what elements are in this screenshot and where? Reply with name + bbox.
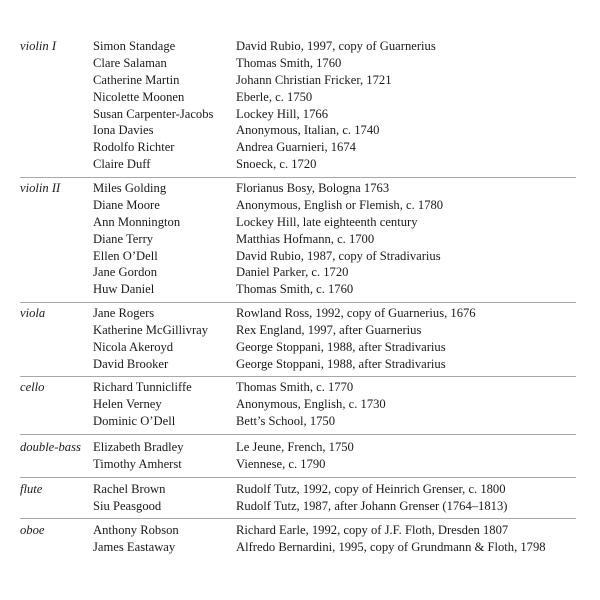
instrument-description: Bett’s School, 1750 [236,413,336,428]
instrument-description: Eberle, c. 1750 [236,89,313,104]
instrument-description: Lockey Hill, late eighteenth century [236,214,418,229]
player-name: Huw Daniel [93,282,155,297]
instrument-description: Daniel Parker, c. 1720 [236,265,349,280]
table-row [0,281,600,298]
player-name: Anthony Robson [93,523,179,537]
instrument-description: Anonymous, Italian, c. 1740 [236,123,380,138]
player-name: Jane Rogers [93,306,155,320]
player-name: Timothy Amherst [93,456,182,471]
instrument-description: Thomas Smith, 1760 [236,55,342,70]
section-label: violin I [20,39,57,53]
section-label: violin II [20,181,61,195]
instrument-description: George Stoppani, 1988, after Stradivarius [236,356,446,371]
player-name: Clare Salaman [93,55,167,70]
table-row [0,197,600,214]
section-violin-2 [0,180,600,298]
player-name: James Eastaway [93,539,176,554]
table-row [0,379,600,396]
instrument-description: Johann Christian Fricker, 1721 [236,72,392,87]
section-oboe [0,522,600,556]
section-label: viola [20,306,46,320]
player-name: Ann Monnington [93,214,181,229]
table-row [0,305,600,322]
section-flute [0,481,600,515]
table-row [0,72,600,89]
player-name: Iona Davies [93,123,154,138]
section-viola [0,305,600,373]
player-name: Ellen O’Dell [93,248,158,263]
instrument-description: Rex England, 1997, after Guarnerius [236,322,422,337]
player-name: Nicola Akeroyd [93,339,174,354]
table-row [0,139,600,156]
player-name: Dominic O’Dell [93,413,176,428]
section-divider [20,477,576,478]
table-row [0,180,600,197]
player-name: Siu Peasgood [93,498,162,513]
section-label: cello [20,380,45,394]
instrument-description: Viennese, c. 1790 [236,456,326,471]
table-row [0,356,600,373]
table-row [0,55,600,72]
section-violin-1 [0,38,600,173]
player-name: Susan Carpenter-Jacobs [93,106,214,121]
table-row [0,339,600,356]
table-row [0,498,600,515]
instrument-description: Alfredo Bernardini, 1995, copy of Grundmann & Floth, 1798 [236,539,546,554]
section-divider [20,302,576,303]
instrument-description: Snoeck, c. 1720 [236,157,317,172]
table-row [0,106,600,123]
section-divider [20,518,576,519]
player-name: Simon Standage [93,39,176,53]
instrument-description: George Stoppani, 1988, after Stradivarius [236,339,446,354]
instrument-description: David Rubio, 1997, copy of Guarnerius [236,39,436,53]
instrument-description: Anonymous, English or Flemish, c. 1780 [236,197,444,212]
player-name: Diane Terry [93,231,154,246]
player-name: Miles Golding [93,181,167,195]
section-cello [0,379,600,430]
player-name: Catherine Martin [93,72,180,87]
table-row [0,522,600,539]
instrument-description: Anonymous, English, c. 1730 [236,396,386,411]
player-name: Claire Duff [93,157,151,172]
instrument-description: Thomas Smith, c. 1760 [236,282,354,297]
instrument-description: Rowland Ross, 1992, copy of Guarnerius, 1676 [236,306,476,320]
section-double-bass [0,439,600,473]
table-row [0,38,600,55]
instrument-description: Rudolf Tutz, 1992, copy of Heinrich Grenser, c. 1800 [236,482,506,496]
player-name: Elizabeth Bradley [93,440,184,454]
table-row [0,214,600,231]
table-row [0,122,600,139]
table-row [0,156,600,173]
table-row [0,396,600,413]
table-row [0,89,600,106]
table-row [0,481,600,498]
table-row [0,413,600,430]
section-divider [20,434,576,435]
instrument-description: Thomas Smith, c. 1770 [236,380,354,394]
instrument-description: Andrea Guarnieri, 1674 [236,140,356,155]
player-name: Richard Tunnicliffe [93,380,192,394]
instrument-description: Le Jeune, French, 1750 [236,440,354,454]
table-row [0,264,600,281]
player-name: Rachel Brown [93,482,166,496]
section-divider [20,376,576,377]
table-row [0,231,600,248]
instrument-description: Florianus Bosy, Bologna 1763 [236,181,390,195]
instrument-description: Lockey Hill, 1766 [236,106,328,121]
instrument-description: Matthias Hofmann, c. 1700 [236,231,375,246]
player-name: Rodolfo Richter [93,140,175,155]
table-row [0,322,600,339]
table-row [0,439,600,456]
player-name: Jane Gordon [93,265,158,280]
section-divider [20,177,576,178]
player-name: Katherine McGillivray [93,322,209,337]
instrument-description: David Rubio, 1987, copy of Stradivarius [236,248,441,263]
player-name: Helen Verney [93,396,162,411]
player-name: Nicolette Moonen [93,89,185,104]
table-row [0,539,600,556]
section-label: flute [20,482,43,496]
section-label: double-bass [20,440,81,454]
section-label: oboe [20,523,45,537]
player-name: Diane Moore [93,197,160,212]
table-row [0,248,600,265]
instrument-description: Richard Earle, 1992, copy of J.F. Floth, Dresden 1807 [236,523,509,537]
table-row [0,456,600,473]
instrument-description: Rudolf Tutz, 1987, after Johann Grenser (1764–1813) [236,498,508,513]
player-name: David Brooker [93,356,169,371]
